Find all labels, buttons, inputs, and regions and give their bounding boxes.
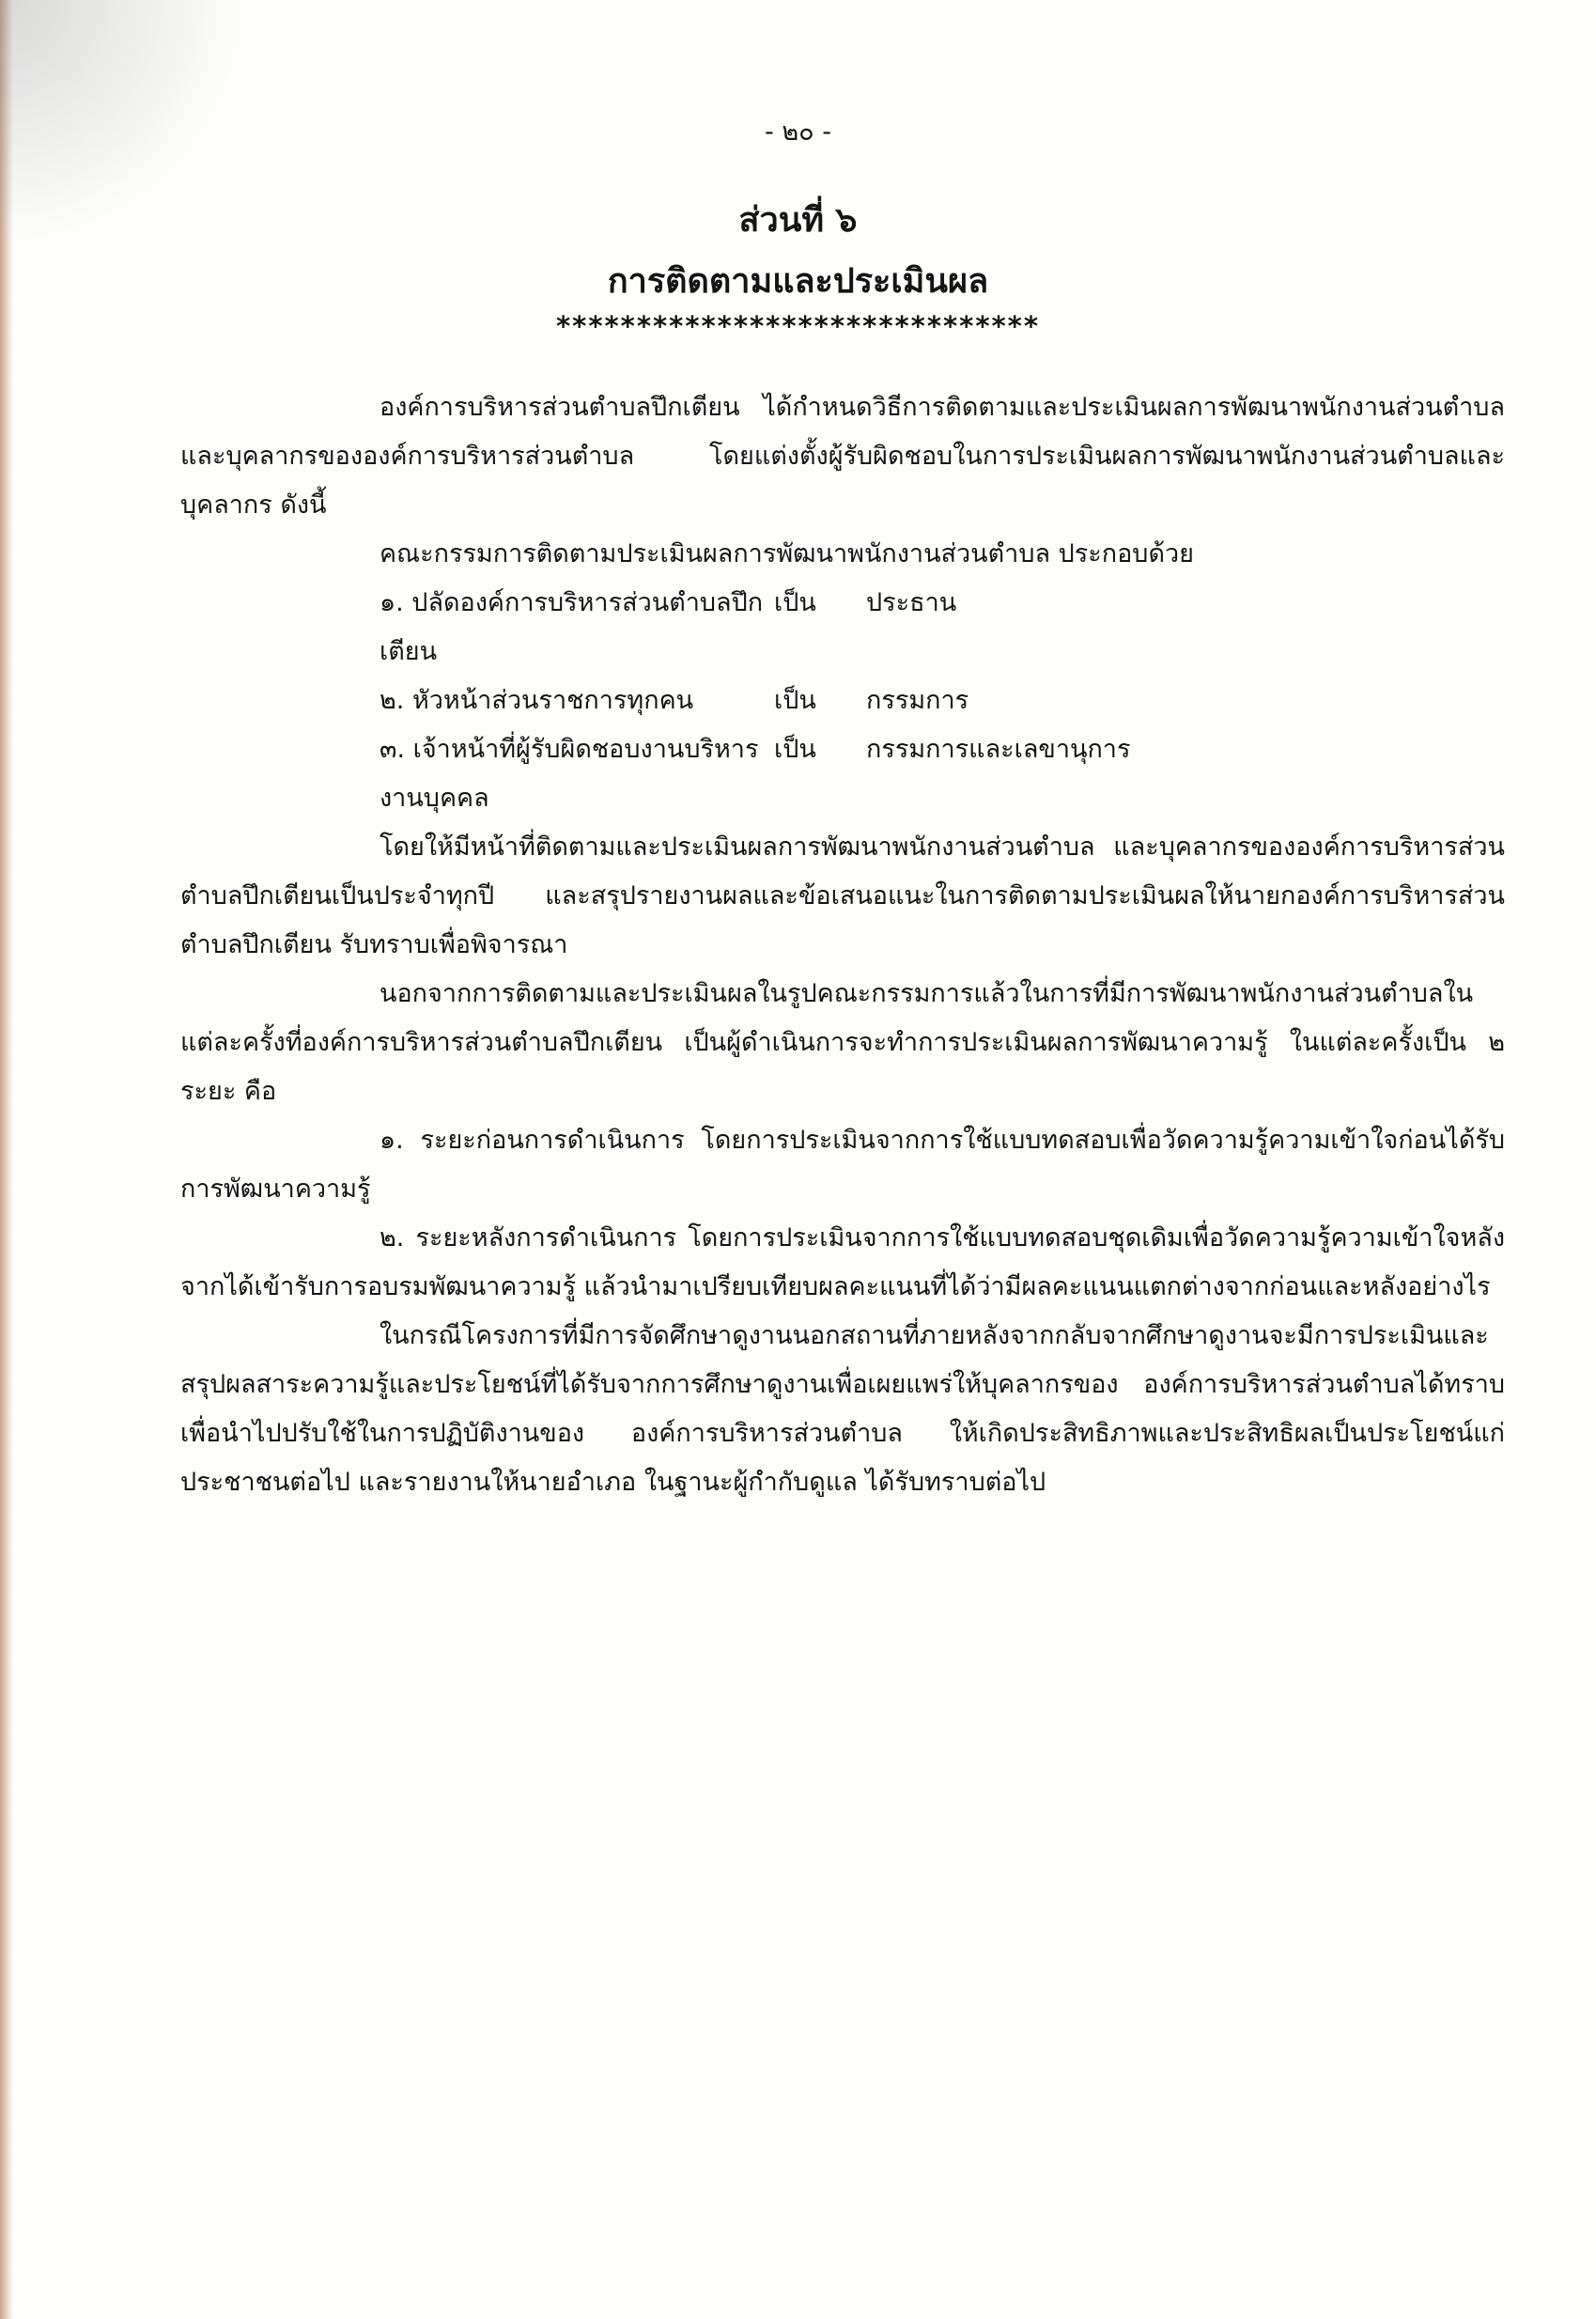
phase-before-paragraph: ๑. ระยะก่อนการดำเนินการ โดยการประเมินจากการใช้แบบทดสอบเพื่อวัดความรู้ความเข้าใจก่อนได้รับการพัฒนาความรู้ (180, 1126, 1505, 1204)
intro-paragraph: องค์การบริหารส่วนตำบลปึกเตียน ได้กำหนดวิธีการติดตามและประเมินผลการพัฒนาพนักงานส่วนตำบล และบุคลากรขององค์การบริหารส่วนตำบล โดยแต่งตั้งผู้รับผิดชอบในการประเมินผลการพัฒนาพนักงานส่วนตำบลและบุคลากร ดังนี้ (180, 393, 1505, 520)
committee-row (380, 725, 1505, 823)
page-number: - ๒๐ - (765, 117, 831, 147)
evaluation-paragraph: นอกจากการติดตามและประเมินผลในรูปคณะกรรมการแล้วในการที่มีการพัฒนาพนักงานส่วนตำบลในแต่ละครั้งที่องค์การบริหารส่วนตำบลปึกเตียน เป็นผู้ดำเนินการจะทำการประเมินผลการพัฒนาความรู้ ในแต่ละครั้งเป็น ๒ ระยะ คือ (180, 979, 1505, 1106)
committee-verb: เป็น (774, 686, 816, 715)
committee-role: ๓. เจ้าหน้าที่ผู้รับผิดชอบงานบริหารงานบุคคล (380, 735, 759, 813)
committee-title: ประธาน (866, 588, 957, 617)
section-subtitle: การติดตามและประเมินผล (607, 262, 989, 301)
section-title: ส่วนที่ ๖ (738, 201, 858, 240)
page-edge (0, 0, 13, 2319)
committee-title: กรรมการและเลขานุการ (866, 735, 1131, 764)
duty-paragraph: โดยให้มีหน้าที่ติดตามและประเมินผลการพัฒนาพนักงานส่วนตำบล และบุคลากรขององค์การบริหารส่วนตำบลปึกเตียนเป็นประจำทุกปี และสรุปรายงานผลและข้อเสนอแนะในการติดตามประเมินผลให้นายกองค์การบริหารส่วนตำบลปึกเตียน รับทราบเพื่อพิจารณา (180, 833, 1505, 959)
committee-row (380, 677, 1505, 725)
study-visit-paragraph: ในกรณีโครงการที่มีการจัดศึกษาดูงานนอกสถานที่ภายหลังจากกลับจากศึกษาดูงานจะมีการประเมินและสรุปผลสาระความรู้และประโยชน์ที่ได้รับจากการศึกษาดูงานเพื่อเผยแพร่ให้บุคลากรของ องค์การบริหารส่วนตำบลได้ทราบ เพื่อนำไปปรับใช้ในการปฏิบัติงานของ องค์การบริหารส่วนตำบล ให้เกิดประสิทธิภาพและประสิทธิผลเป็นประโยชน์แก่ประชาชนต่อไป และรายงานให้นายอำเภอ ในฐานะผู้กำกับดูแล ได้รับทราบต่อไป (180, 1321, 1505, 1497)
phase-after-paragraph: ๒. ระยะหลังการดำเนินการ โดยการประเมินจากการใช้แบบทดสอบชุดเดิมเพื่อวัดความรู้ความเข้าใจหลังจากได้เข้ารับการอบรมพัฒนาความรู้ แล้วนำมาเปรียบเทียบผลคะแนนที่ได้ว่ามีผลคะแนนแตกต่างจากก่อนและหลังอย่างไร (180, 1223, 1505, 1301)
committee-role: ๑. ปลัดองค์การบริหารส่วนตำบลปึกเตียน (380, 588, 764, 666)
committee-verb: เป็น (774, 588, 816, 617)
separator: ****************************** (556, 310, 1040, 342)
committee-row (380, 579, 1505, 677)
committee-verb: เป็น (774, 735, 816, 764)
committee-heading: คณะกรรมการติดตามประเมินผลการพัฒนาพนักงานส่วนตำบล ประกอบด้วย (380, 539, 1194, 568)
committee-title: กรรมการ (866, 686, 969, 715)
committee-role: ๒. หัวหน้าส่วนราชการทุกคน (380, 686, 694, 715)
document-body (180, 383, 1505, 1507)
